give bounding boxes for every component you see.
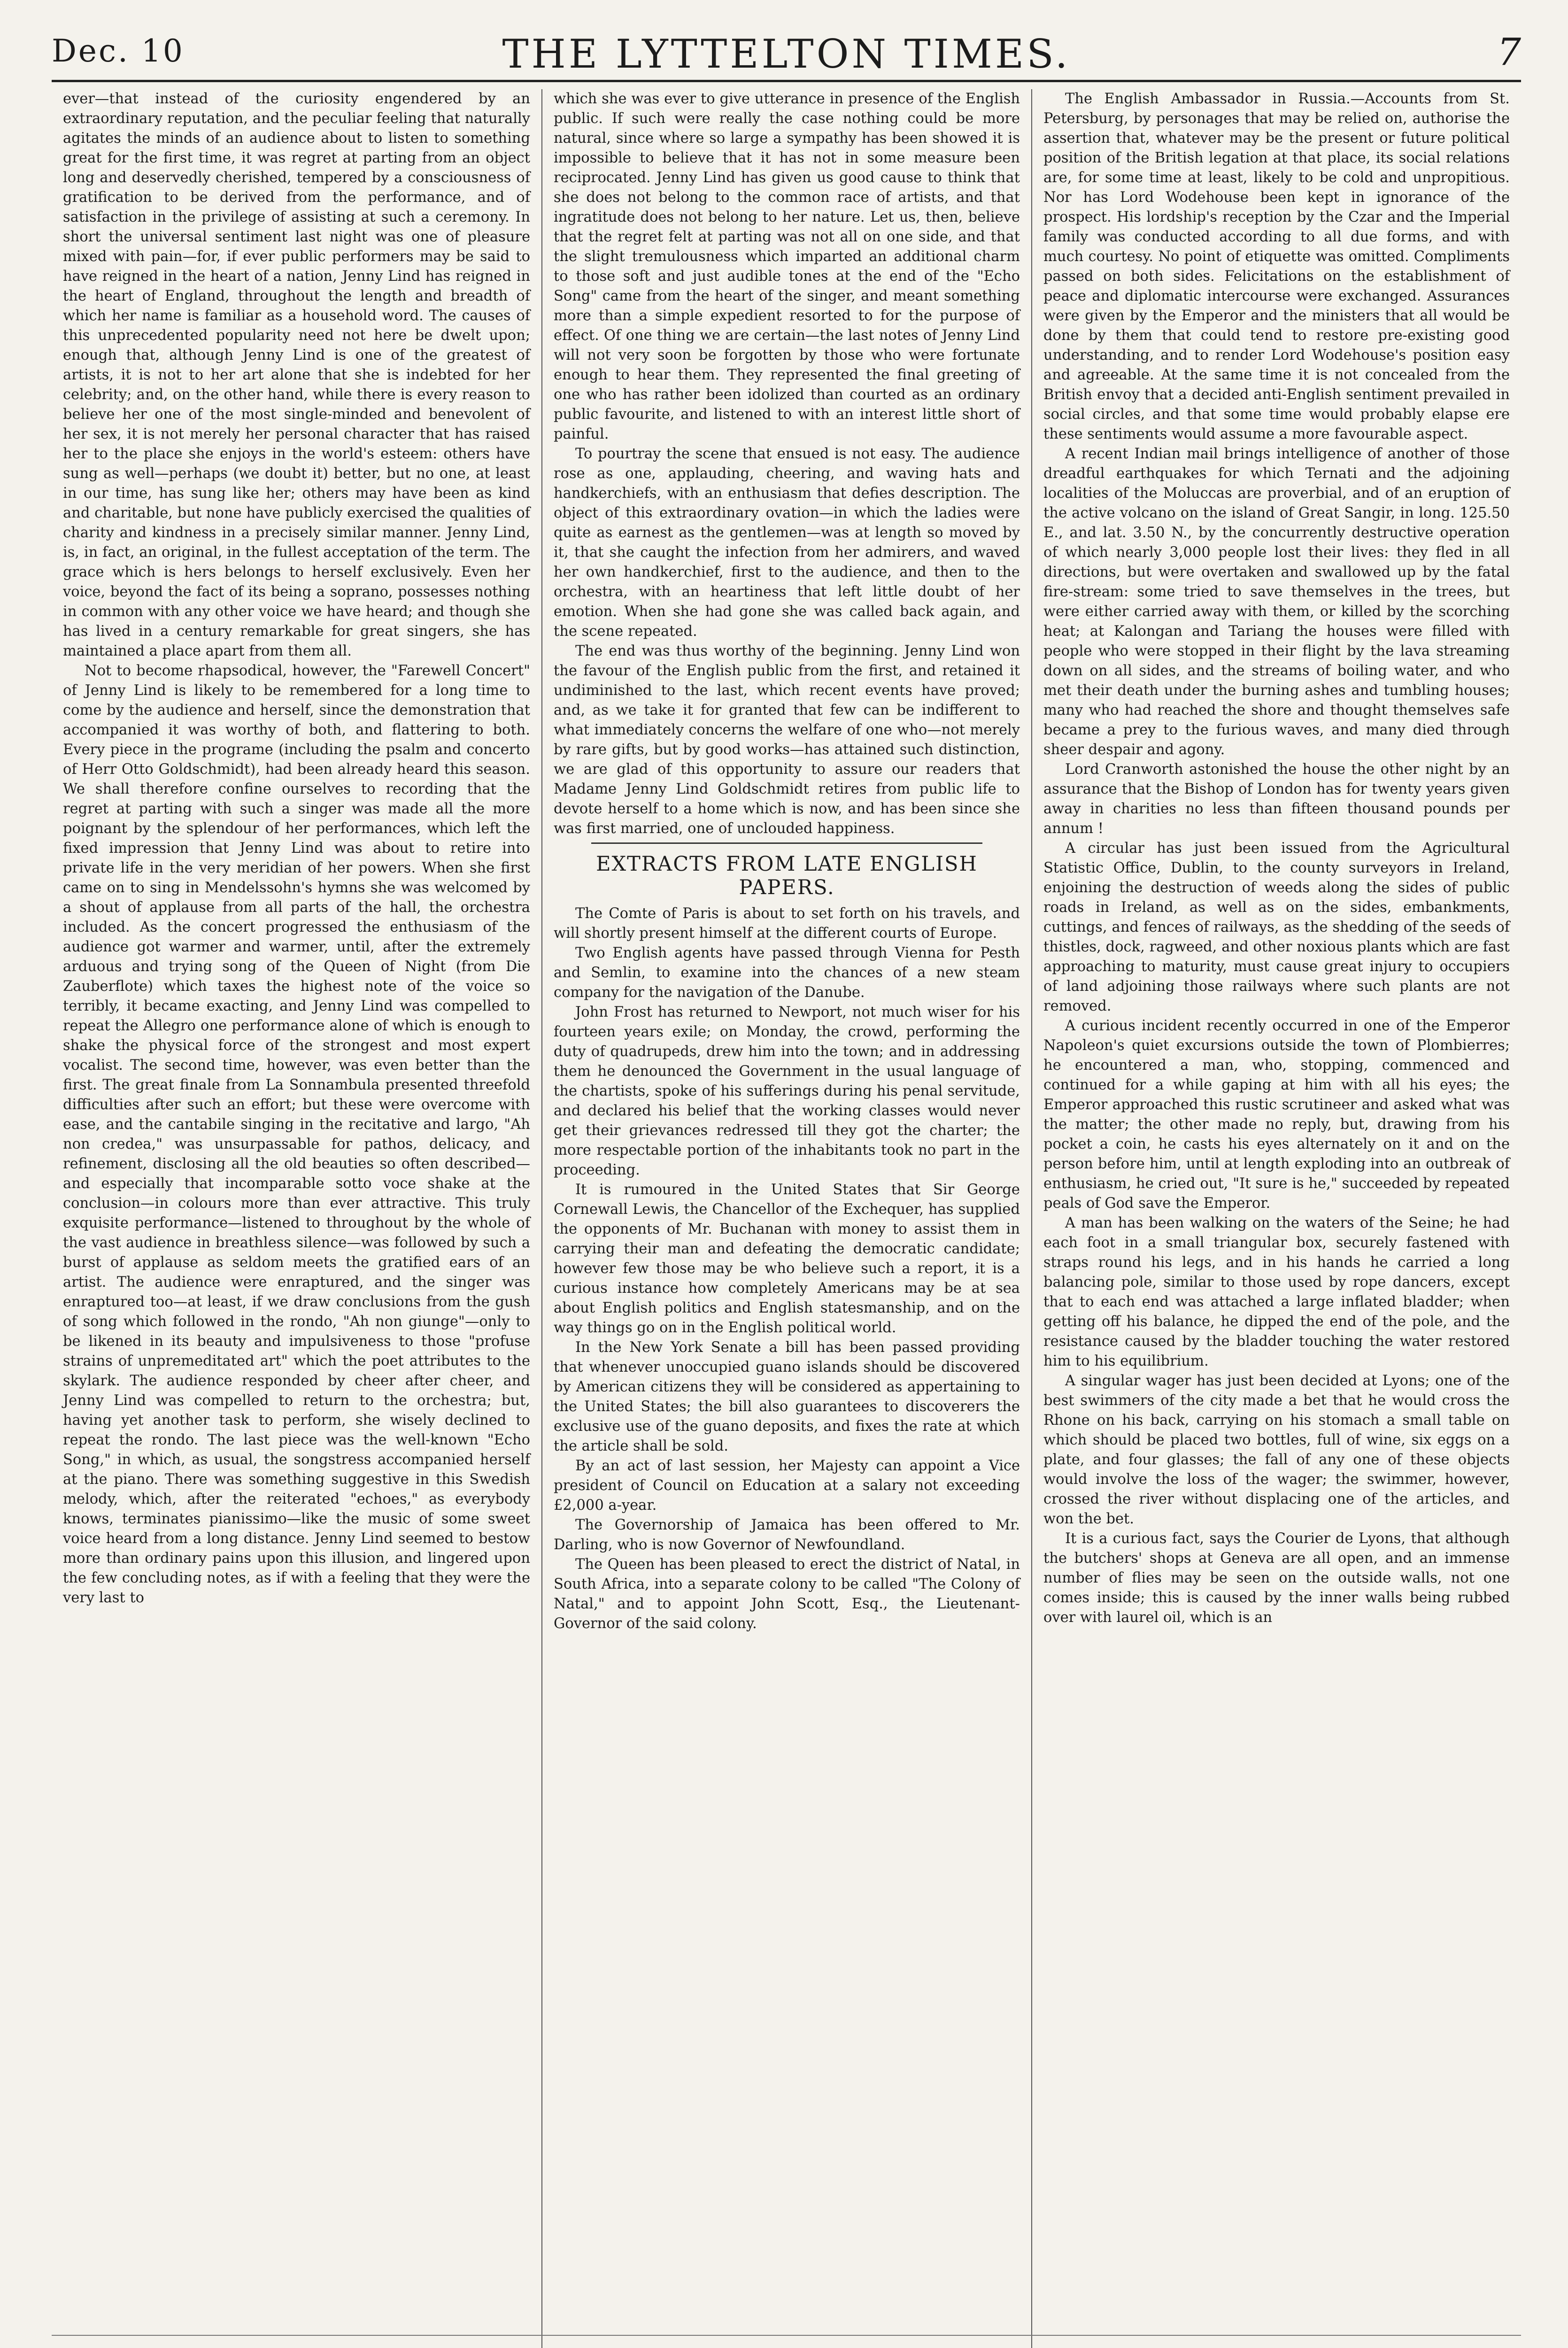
section-divider [591,842,982,844]
paragraph: The English Ambassador in Russia.—Accounts from St. Petersburg, by personages that may be relied on, authorise the assertion that, whatever may be the present or future political position of the British legation at that place, its social relations are, for some time at least, likely to be cold and unpropitious. Nor has Lord Wodehouse been kept in ignorance of the prospect. His lordship's reception by the Czar and the Imperial family was conducted according to all due forms, and with much courtesy. No point of etiquette was omitted. Compliments passed on both sides. Felicitations on the establishment of peace and diplomatic intercourse were exchanged. Assurances were given by the Emperor and the ministers that all would be done by them that could tend to restore pre-existing good understanding, and to render Lord Wodehouse's position easy and agreeable. At the same time it is not concealed from the British envoy that a decided anti-English sentiment prevailed in social circles, and that some time would probably elapse ere these sentiments would assume a more favourable aspect. [1043,91,1510,442]
column-3 [1031,89,1521,2348]
paragraph: Lord Cranworth astonished the house the other night by an assurance that the Bishop of London has for twenty years given away in charities no less than fifteen thousand pounds per annum ! [1043,761,1510,837]
paragraph: It is rumoured in the United States that Sir George Cornewall Lewis, the Chancellor of the Exchequer, has supplied the opponents of Mr. Buchanan with money to assist them in carrying their man and defeating the democratic candidate; however few those may be who believe such a report, it is a curious instance how completely Americans may be at sea about English politics and English statesmanship, and on the way things go on in the English political world. [554,1182,1020,1336]
paragraph: Not to become rhapsodical, however, the "Farewell Concert" of Jenny Lind is likely to be remembered for a long time to come by the audience and herself, since the demonstration that accompanied it was worthy of both, and flattering to both. Every piece in the programe (including the psalm and concerto of Herr Otto Goldschmidt), had been already heard this season. We shall therefore confine ourselves to recording that the regret at parting with such a singer was made all the more poignant by the splendour of her performances, which left the fixed impression that Jenny Lind was about to retire into private life in the very meridian of her powers. When she first came on to sing in Mendelssohn's hymns she was welcomed by a shout of applause from all parts of the hall, the orchestra included. As the concert progressed the enthusiasm of the audience got warmer and warmer, until, after the extremely arduous and trying song of the Queen of Night (from Die Zauberflote) which taxes the highest note of the voice so terribly, it became exacting, and Jenny Lind was compelled to repeat the Allegro one performance alone of which is enough to shake the physical force of the strongest and most expert vocalist. The second time, however, was even better than the first. The great finale from La Sonnambula presented threefold difficulties after such an effort; but these were overcome with ease, and the cantabile singing in the recitative and largo, "Ah non credea," was unsurpassable for pathos, delicacy, and refinement, disclosing all the old beauties so often described—and especially that incomparable sotto voce shake at the conclusion—in colours more than ever attractive. This truly exquisite performance—listened to throughout by the whole of the vast audience in breathless silence—was followed by such a burst of applause as seldom meets the gratified ears of an artist. The audience were enraptured, and the singer was enraptured too—at least, if we draw conclusions from the gush of song which followed in the rondo, "Ah non giunge"—only to be likened in its beauty and impulsiveness to those "profuse strains of unpremeditated art" which the poet attributes to the skylark. The audience responded by cheer after cheer, and Jenny Lind was compelled to return to the orchestra; but, having yet another task to perform, she wisely declined to repeat the rondo. The last piece was the well-known "Echo Song," in which, as usual, the songstress accompanied herself at the piano. There was something suggestive in this Swedish melody, which, after the reiterated "echoes," as everybody knows, terminates pianissimo—like the music of some sweet voice heard from a long distance. Jenny Lind seemed to bestow more than ordinary pains upon this illusion, and lingered upon the few concluding notes, as if with a feeling that they were the very last to [63,663,530,1606]
paragraph: The Governorship of Jamaica has been offered to Mr. Darling, who is now Governor of Newfoundland. [554,1517,1020,1553]
section-heading: EXTRACTS FROM LATE ENGLISH PAPERS. [596,852,978,899]
paragraph: A man has been walking on the waters of the Seine; he had each foot in a small triangular box, securely fastened with straps round his legs, and in his hands he carried a long balancing pole, similar to those used by rope dancers, except that to each end was attached a large inflated bladder; when getting off his balance, he dipped the end of the pole, and the resistance caused by the bladder touching the water restored him to his equilibrium. [1043,1215,1510,1369]
newspaper-title: THE LYTTELTON TIMES. [502,31,1071,77]
bottom-rule [52,2335,1521,2336]
paragraph: It is a curious fact, says the Courier de Lyons, that although the butchers' shops at Geneva are all open, and an immense number of flies may be seen on the outside walls, not one comes inside; this is caused by the inner walls being rubbed over with laurel oil, which is an [1043,1530,1510,1626]
paragraph: ever—that instead of the curiosity engendered by an extraordinary reputation, and the peculiar feeling that naturally agitates the minds of an audience about to listen to something great for the first time, it was regret at parting from an object long and deservedly cherished, tempered by a consciousness of gratification to be derived from the performance, and of satisfaction in the privilege of assisting at such a ceremony. In short the universal sentiment last night was one of pleasure mixed with pain—for, if ever public performers may be said to have reigned in the heart of a nation, Jenny Lind has reigned in the heart of England, throughout the length and breadth of which her name is familiar as a household word. The causes of this unprecedented popularity need not here be dwelt upon; enough that, although Jenny Lind is one of the greatest of artists, it is not to her art alone that she is indebted for her celebrity; and, on the other hand, while there is every reason to believe her one of the most single-minded and benevolent of her sex, it is not merely her personal character that has raised her to the place she enjoys in the world's esteem: others have sung as well—perhaps (we doubt it) better, but no one, at least in our time, has sung like her; others may have been as kind and charitable, but none have publicly exercised the qualities of charity and kindness in a precisely similar manner. Jenny Lind, is, in fact, an original, in the fullest acceptation of the term. The grace which is hers belongs to herself exclusively. Even her voice, beyond the fact of its being a soprano, possesses nothing in common with any other voice we have heard; and though she has lived in a century remarkable for great singers, she has maintained a place apart from them all. [63,91,530,659]
paragraph: The end was thus worthy of the beginning. Jenny Lind won the favour of the English public from the first, and retained it undiminished to the last, which recent events have proved; and, as we take it for granted that few can be indifferent to what immediately concerns the welfare of one who—not merely by rare gifts, but by good works—has attained such distinction, we are glad of this opportunity to assure our readers that Madame Jenny Lind Goldschmidt retires from public life to devote herself to a home which is now, and has been since she was first married, one of unclouded happiness. [554,643,1020,837]
paragraph: John Frost has returned to Newport, not much wiser for his fourteen years exile; on Monday, the crowd, performing the duty of quadrupeds, drew him into the town; and in addressing them he denounced the Government in the usual language of the chartists, spoke of his sufferings during his penal servitude, and declared his belief that the working classes would never get their grievances redressed till they got the charter; the more respectable portion of the inhabitants took no part in the proceeding. [554,1004,1020,1178]
page-number: 7 [1497,30,1521,74]
paragraph: By an act of last session, her Majesty can appoint a Vice president of Council on Education at a salary not exceeding £2,000 a-year. [554,1458,1020,1514]
paragraph: A singular wager has just been decided at Lyons; one of the best swimmers of the city made a bet that he would cross the Rhone on his back, carrying on his stomach a small table on which should be placed two bottles, full of wine, six eggs on a plate, and four glasses; the fall of any one of these objects would involve the loss of the wager; the swimmer, however, crossed the river without displacing one of the articles, and won the bet. [1043,1373,1510,1527]
paragraph: The Comte of Paris is about to set forth on his travels, and will shortly present himself at the different courts of Europe. [554,905,1020,942]
article-columns [52,89,1521,2348]
paragraph: A circular has just been issued from the Agricultural Statistic Office, Dublin, to the county surveyors in Ireland, enjoining the destruction of weeds along the sides of public roads in Ireland, as well as on the sides, embankments, cuttings, and fences of railways, as the shedding of the seeds of thistles, dock, ragweed, and other noxious plants which are fast approaching to maturity, must cause great injury to occupiers of land adjoining those railways where such plants are not removed. [1043,840,1510,1014]
issue-date: Dec. 10 [52,33,185,69]
paragraph: To pourtray the scene that ensued is not easy. The audience rose as one, applauding, cheering, and waving hats and handkerchiefs, with an enthusiasm that defies description. The object of this extraordinary ovation—in which the ladies were quite as earnest as the gentlemen—was at length so moved by it, that she caught the infection from her admirers, and waved her own handkerchief, first to the audience, and then to the orchestra, with an heartiness that left little doubt of her emotion. When she had gone she was called back again, and the scene repeated. [554,446,1020,640]
column-2 [541,89,1031,2348]
paragraph: The Queen has been pleased to erect the district of Natal, in South Africa, into a separate colony to be called "The Colony of Natal," and to appoint John Scott, Esq., the Lieutenant-Governor of the said colony. [554,1556,1020,1632]
masthead [52,28,1521,82]
paragraph: A curious incident recently occurred in one of the Emperor Napoleon's quiet excursions outside the town of Plombierres; he encountered a man, who, stopping, commenced and continued for a while gaping at him with all his eyes; the Emperor approached this rustic scrutineer and asked what was the matter; the other made no reply, but, drawing from his pocket a coin, he casts his eyes alternately on it and on the person before him, until at length exploding into an outbreak of enthusiasm, he cried out, "It sure is he," succeeded by repeated peals of God save the Emperor. [1043,1018,1510,1212]
paragraph: A recent Indian mail brings intelligence of another of those dreadful earthquakes for which Ternati and the adjoining localities of the Moluccas are proverbial, and of an eruption of the active volcano on the island of Great Sangir, in long. 125.50 E., and lat. 3.50 N., by the concurrently destructive operation of which nearly 3,000 people lost their lives: they fled in all directions, but were overtaken and swallowed up by the fatal fire-stream: some tried to save themselves in the trees, but were either carried away with them, or killed by the scorching heat; at Kalongan and Tariang the houses were filled with people who were stopped in their flight by the lava streaming down on all sides, and the streams of boiling water, and who met their death under the burning ashes and tumbling houses; many who had reached the shore and thought themselves safe became a prey to the furious waves, and many died through sheer despair and agony. [1043,446,1510,758]
paragraph: which she was ever to give utterance in presence of the English public. If such were really the case nothing could be more natural, since where so large a sympathy has been showed it is impossible to believe that it has not in some measure been reciprocated. Jenny Lind has given us good cause to think that she does not belong to the common race of artists, and that ingratitude does not belong to her nature. Let us, then, believe that the regret felt at parting was not all on one side, and that the slight tremulousness which imparted an additional charm to those soft and just audible tones at the end of the "Echo Song" came from the heart of the singer, and meant something more than a simple expedient resorted to for the purpose of effect. Of one thing we are certain—the last notes of Jenny Lind will not very soon be forgotten by those who were fortunate enough to hear them. They represented the final greeting of one who has rather been idolized than courted as an ordinary public favourite, and listened to with an interest little short of painful. [554,91,1020,442]
paragraph: In the New York Senate a bill has been passed providing that whenever unoccupied guano islands should be discovered by American citizens they will be considered as appertaining to the United States; the bill also guarantees to discoverers the exclusive use of the guano deposits, and fixes the rate at which the article shall be sold. [554,1339,1020,1454]
paragraph: Two English agents have passed through Vienna for Pesth and Semlin, to examine into the chances of a new steam company for the navigation of the Danube. [554,945,1020,1001]
column-1 [52,89,541,2348]
